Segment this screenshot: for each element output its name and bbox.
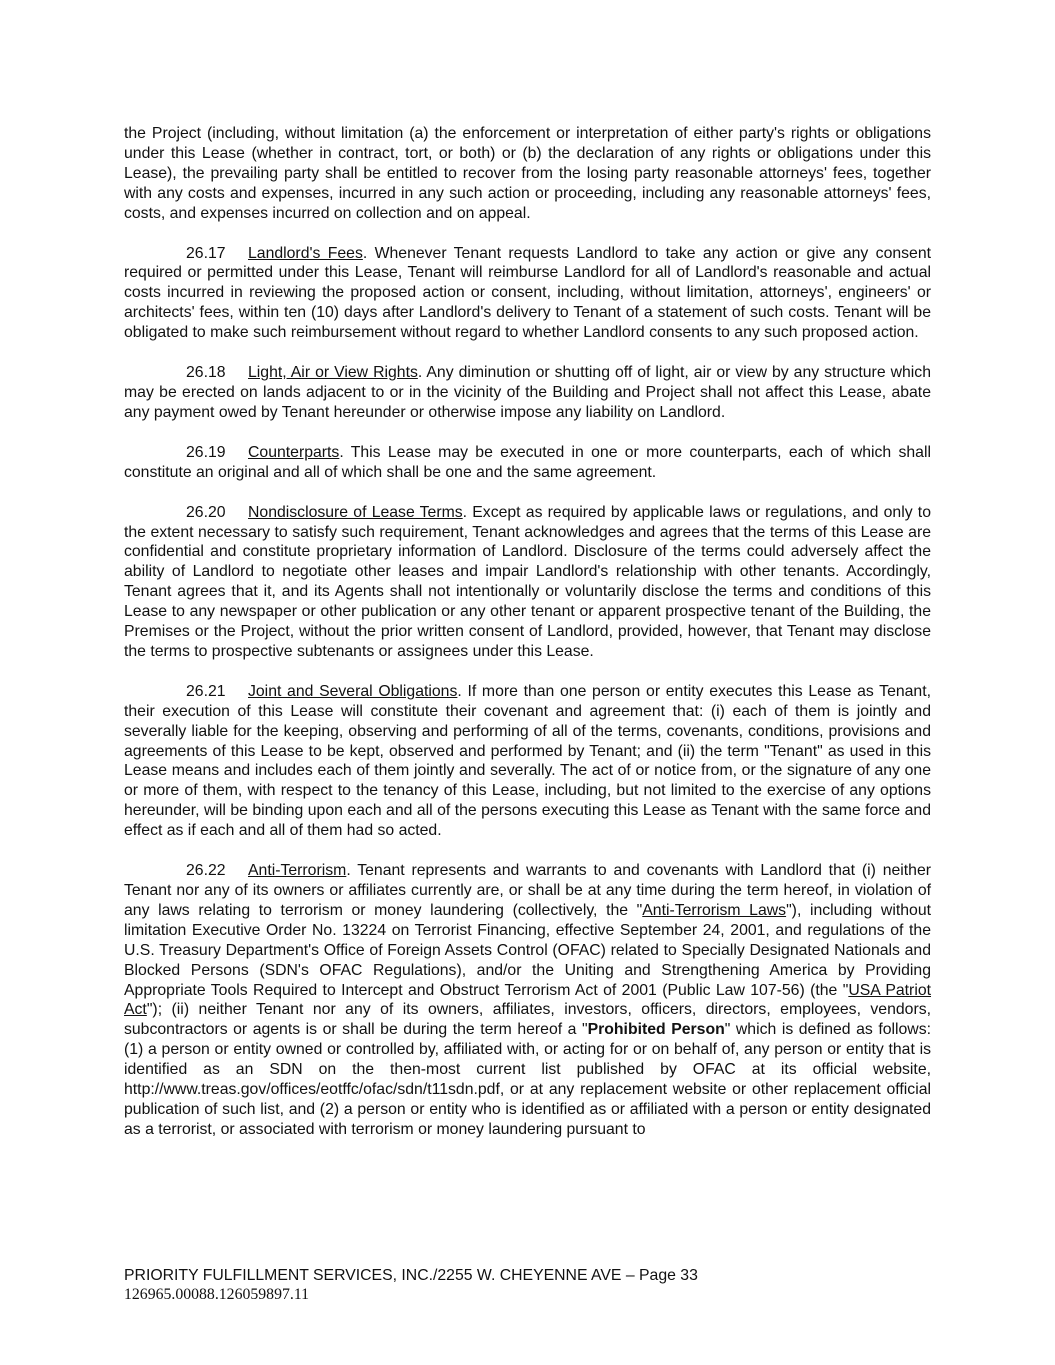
section-body: " which is defined as follows: (1) a person or entity owned or controlled by, affiliated with, or acting for or on behalf of, any person or entity that is identified as an SDN on the then-most current list published by OFAC at its official website, http://www.treas.gov/offices/eotffc/ofac/sdn/t11sdn.pdf, or at any replacement website or other replacement official publication of such list, and (2) a person or entity who is identified as or affiliated with a person or entity designated as a terrorist, or associated with terrorism or money laundering pursuant to: [124, 1021, 931, 1138]
section-body: . This Lease may be executed in one or more counterparts, each of which shall constitute an original and all of which shall be one and the same agreement.: [124, 443, 931, 481]
document-page: [124, 124, 931, 1160]
section-26-20: [124, 503, 931, 662]
section-title: Landlord's Fees: [248, 244, 363, 262]
page-footer: [124, 1266, 931, 1304]
section-title: Nondisclosure of Lease Terms: [248, 503, 463, 521]
section-26-22: [124, 861, 931, 1140]
defined-term-prohibited-person: Prohibited Person: [587, 1021, 725, 1039]
section-body: "); (ii) neither Tenant nor any of its owners, affiliates, investors, officers, directors, employees, vendors, subcontractors or agents is or shall be during the term hereof a ": [124, 1001, 931, 1039]
footer-caption: PRIORITY FULFILLMENT SERVICES, INC./2255 W. CHEYENNE AVE – Page 33: [124, 1267, 698, 1284]
document-id: 126965.00088.126059897.11: [124, 1286, 310, 1303]
intro-paragraph: the Project (including, without limitation (a) the enforcement or interpretation of either party's rights or obligations under this Lease (whether in contract, tort, or both) or (b) the declaration of any rights or obligations under this Lease), the prevailing party shall be entitled to recover from the losing party reasonable attorneys' fees, together with any costs and expenses, incurred in any such action or proceeding, including any reasonable attorneys' fees, costs, and expenses incurred on collection and on appeal.: [124, 125, 931, 222]
section-body: . Except as required by applicable laws or regulations, and only to the extent necessary to satisfy such requirement, Tenant acknowledges and agrees that the terms of this Lease are confidential and constitute proprietary information of Landlord. Disclosure of the terms could adversely affect the ability of Landlord to negotiate other leases and impair Landlord's relationship with other tenants. Accordingly, Tenant agrees that it, and its Agents shall not intentionally or voluntarily disclose the terms and conditions of this Lease to any newspaper or other publication or any other tenant or apparent prospective tenant of the Building, the Premises or the Project, without the prior written consent of Landlord, provided, however, that Tenant may disclose the terms to prospective subtenants or assignees under this Lease.: [124, 503, 931, 660]
section-body: . If more than one person or entity executes this Lease as Tenant, their execution of this Lease will constitute their covenant and agreement that: (i) each of them is jointly and severally liable for the keeping, observing and performing of all of the terms, covenants, conditions, provisions and agreements of this Lease to be kept, observed and performed by Tenant; and (ii) the term "Tenant" as used in this Lease means and includes each of them jointly and severally. The act of or notice from, or the signature of any one or more of them, with respect to the tenancy of this Lease, including, but not limited to the exercise of any options hereunder, will be binding upon each and all of the persons executing this Lease as Tenant with the same force and effect as if each and all of them had so acted.: [124, 682, 931, 840]
section-title: Anti-Terrorism: [248, 862, 347, 880]
section-body: . Any diminution or shutting off of light, air or view by any structure which may be erected on lands adjacent to or in the vicinity of the Building and Project shall not affect this Lease, abate any payment owed by Tenant hereunder or otherwise impose any liability on Landlord.: [124, 364, 931, 421]
section-title: Joint and Several Obligations: [248, 682, 458, 700]
section-body: "), including without limitation Executive Order No. 13224 on Terrorist Financing, effective September 24, 2001, and regulations of the U.S. Treasury Department's Office of Foreign Assets Control (OFAC) related to Specially Designated Nationals and Blocked Persons (SDN's OFAC Regulations), and/or the Uniting and Strengthening America by Providing Appropriate Tools Required to Intercept and Obstruct Terrorism Act of 2001 (Public Law 107-56) (the ": [124, 901, 931, 999]
section-number: 26.22: [186, 862, 226, 880]
section-number: 26.20: [186, 503, 226, 521]
section-number: 26.19: [186, 443, 226, 461]
section-26-19: [124, 443, 931, 483]
defined-term-anti-terrorism-laws: Anti-Terrorism Laws: [642, 901, 787, 919]
section-number: 26.21: [186, 682, 226, 700]
section-26-21: [124, 682, 931, 841]
section-number: 26.18: [186, 364, 226, 382]
section-title: Counterparts: [248, 443, 340, 461]
section-body: . Tenant represents and warrants to and covenants with Landlord that (i) neither Tenant nor any of its owners or affiliates currently are, or shall be at any time during the term hereof, in violation of any laws relating to terrorism or money laundering (collectively, the ": [124, 862, 931, 919]
defined-term-usa-patriot-act: USA Patriot Act: [124, 981, 932, 1019]
section-number: 26.17: [186, 244, 226, 262]
section-title: Light, Air or View Rights: [248, 364, 418, 382]
section-26-18: [124, 363, 931, 423]
section-body: . Whenever Tenant requests Landlord to take any action or give any consent required or permitted under this Lease, Tenant will reimburse Landlord for all of Landlord's reasonable and actual costs incurred in reviewing the proposed action or consent, including, without limitation, attorneys', engineers' or architects' fees, within ten (10) days after Landlord's delivery to Tenant of a statement of such costs. Tenant will be obligated to make such reimbursement without regard to whether Landlord consents to any such proposed action.: [124, 244, 931, 342]
section-26-17: [124, 244, 931, 344]
